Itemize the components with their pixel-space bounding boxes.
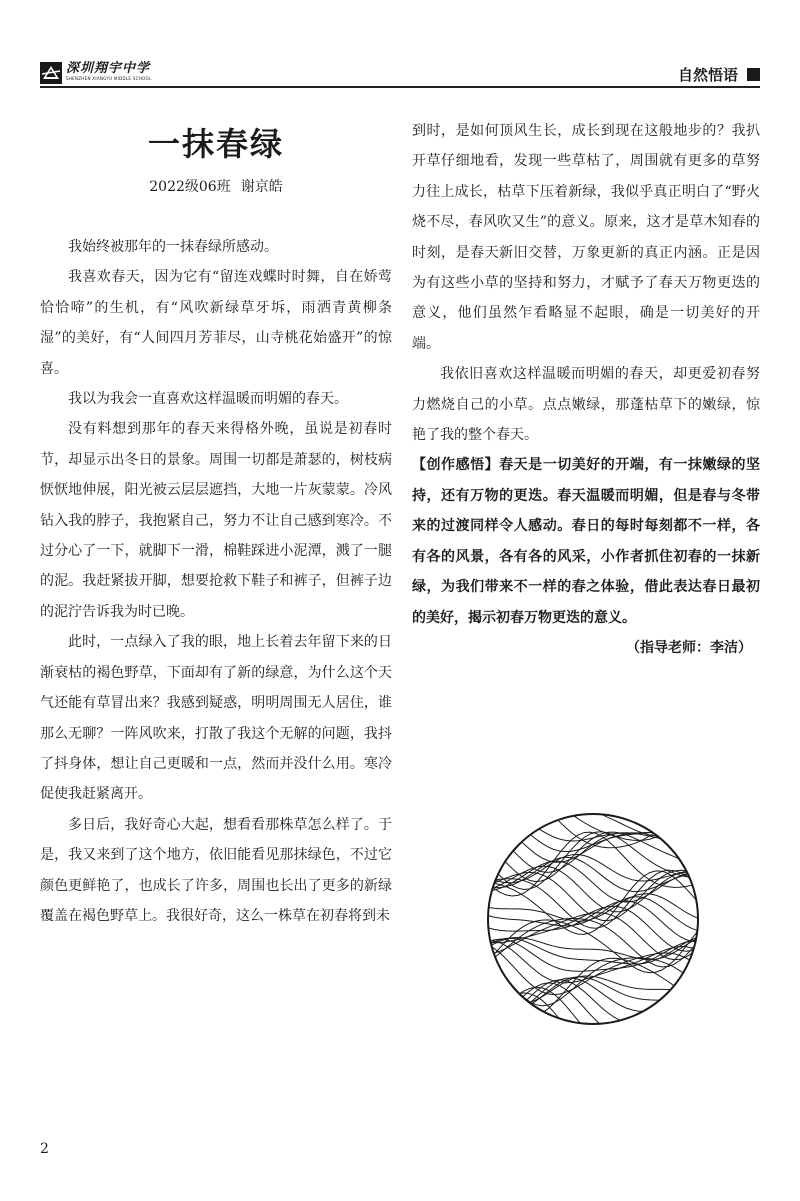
reflection-text: 春天是一切美好的开端，有一抹嫩绿的坚持，还有万物的更迭。春天温暖而明媚，但是春与冬带来的过渡同样令人感动。春日的每时每刻都不一样，各有各的风景，各有各的风采，小作者抓住初春的一抹新绿，为我们带来不一样的春之体验，借此表达春日最初的美好，揭示初春万物更迭的意义。 [412,457,761,626]
article-title: 一抹春绿 [147,125,284,163]
author-name: 谢京皓 [240,179,283,195]
illustration-line [486,977,700,1012]
reflection [412,450,760,632]
illustration-line [486,812,700,848]
paragraph-continuation: 到时，是如何顶风生长，成长到现在这般地步的？我扒开草仔细地看，发现一些草枯了，周围就有更多的草努力往上成长，枯草下压着新绿，我似乎真正明白了“野火烧不尽，春风吹又生”的意义。原来，这才是草木知春的时刻，是春天新旧交替，万象更新的真正内涵。正是因为有这些小草的坚持和努力，才赋予了春天万物更迭的意义，他们虽然乍看略显不起眼，确是一切美好的开端。 [412,123,760,352]
right-body [412,116,760,663]
illustration-line [486,871,700,935]
teacher-note: （指导老师：李洁） [626,639,752,656]
school-logo [40,62,151,84]
school-name-en: SHENZHEN XIANGYU MIDDLE SCHOOL [66,76,152,81]
illustration-line [486,812,700,841]
left-body [40,232,392,931]
paragraph: 此时，一点绿入了我的眼，地上长着去年留下来的日渐衰枯的褐色野草，下面却有了新的绿意，为什么这个天气还能有草冒出来？我感到疑惑，明明周围无人居住，谁那么无聊？一阵风吹来，打散了我这个无解的问题，我抖了抖身体，想让自己更暖和一点，然而并没什么用。寒冷促使我赶紧离开。 [40,634,392,803]
page-number: 2 [40,1141,49,1157]
illustration-line [486,832,700,896]
paragraph: 没有料想到那年的春天来得格外晚，虽说是初春时节，却显示出冬日的景象。周围一切都是萧瑟的，树枝病恹恹地伸展，阳光被云层层遮挡，大地一片灰蒙蒙。冷风钻入我的脖子，我抱紧自己，努力不让自己感到寒冷。不过分心了一下，就脚下一滑，棉鞋踩进小泥潭，溅了一腿的泥。我赶紧拔开脚，想要抢救下鞋子和裤子，但裤子边的泥泞告诉我为时已晚。 [40,421,392,620]
illustration-line [486,812,700,841]
reflection-label: 【创作感悟】 [412,457,500,474]
illustration-line [486,993,700,1026]
byline [40,176,392,196]
illustration-line [486,815,700,841]
paragraph: 多日后，我好奇心大起，想看看那株草怎么样了。于是，我又来到了这个地方，依旧能看见那抹绿色，不过它颜色更鲜艳了，也成长了许多，周围也长出了更多的新绿覆盖在褐色野草上。我很好奇，这么一株草在初春将到未 [40,816,392,924]
author-class: 2022级06班 [149,179,231,195]
illustration-line [486,832,700,890]
page-header [40,62,760,88]
paragraph: 我依旧喜欢这样温暖而明媚的春天，却更爱初春努力燃烧自己的小草。点点嫩绿，那蓬枯草下的嫩绿，惊艳了我的整个春天。 [412,366,760,444]
header-rule [40,86,760,88]
decorative-circle-illustration [486,812,700,1026]
illustration-line [486,919,700,967]
paragraph: 我喜欢春天，因为它有“留连戏蝶时时舞，自在娇莺恰恰啼”的生机，有“风吹新绿草牙坼，雨洒青黄柳条湿”的美好，有“人间四月芳菲尽，山寺桃花始盛开”的惊喜。 [40,269,392,377]
section-square-icon [747,68,760,81]
paragraph: 我以为我会一直喜欢这样温暖而明媚的春天。 [68,391,348,408]
illustration-line [486,978,700,1019]
illustration-line [486,812,700,833]
school-emblem-icon [40,62,62,84]
paragraph: 我始终被那年的一抹春绿所感动。 [68,239,278,255]
section-title: 自然悟语 [677,66,738,84]
school-name: 深圳翔宇中学 [66,61,151,76]
